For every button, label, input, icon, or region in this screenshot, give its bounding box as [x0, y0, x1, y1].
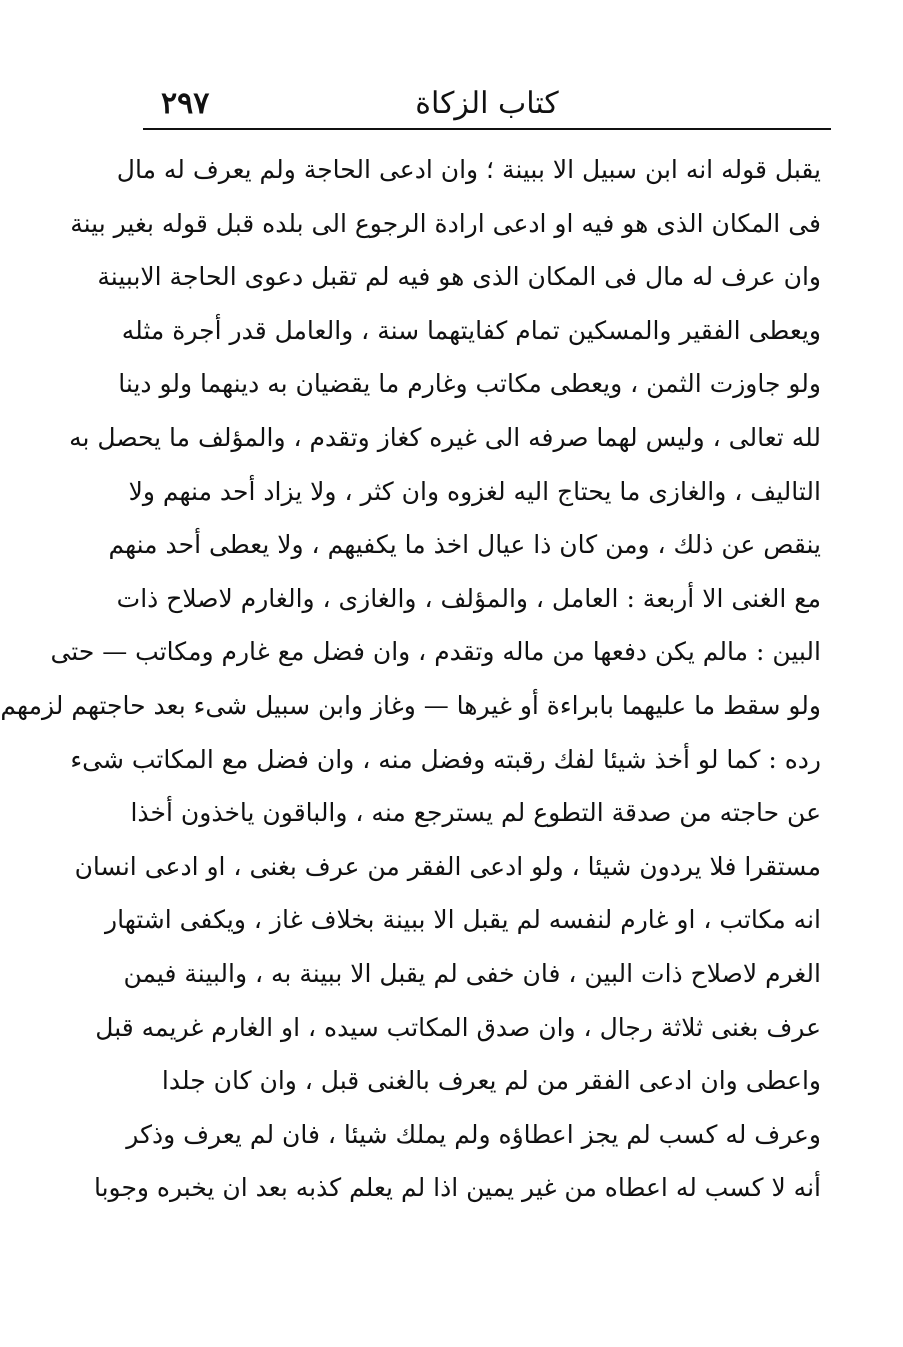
body-text — [0, 143, 821, 1215]
text-line: انه مكاتب ، او غارم لنفسه لم يقبل الا ببينة بخلاف غاز ، ويكفى اشتهار — [105, 905, 821, 935]
text-line: واعطى وان ادعى الفقر من لم يعرف بالغنى قبل ، وان كان جلدا — [161, 1066, 821, 1096]
page-header — [143, 84, 831, 128]
text-line: مستقرا فلا يردون شيئا ، ولو ادعى الفقر من عرف بغنى ، او ادعى انسان — [74, 851, 821, 881]
text-line: عن حاجته من صدقة التطوع لم يسترجع منه ، والباقون ياخذون أخذا — [130, 798, 821, 828]
text-line: ويعطى الفقير والمسكين تمام كفايتهما سنة ، والعامل قدر أجرة مثله — [121, 315, 821, 345]
text-line: ينقص عن ذلك ، ومن كان ذا عيال اخذ ما يكفيهم ، ولا يعطى أحد منهم — [108, 530, 821, 560]
text-line: فى المكان الذى هو فيه او ادعى ارادة الرجوع الى بلده قبل قوله بغير بينة — [70, 208, 821, 238]
text-line: لله تعالى ، وليس لهما صرفه الى غيره كغاز وتقدم ، والمؤلف ما يحصل به — [69, 422, 821, 452]
text-line: ولو سقط ما عليهما بابراءة أو غيرها — وغاز وابن سبيل شىء بعد حاجتهم لزمهم — [0, 690, 821, 720]
text-line: مع الغنى الا أربعة : العامل ، والمؤلف ، والغازى ، والغارم لاصلاح ذات — [116, 583, 821, 613]
text-line: الغرم لاصلاح ذات البين ، فان خفى لم يقبل الا ببينة به ، والبينة فيمن — [123, 958, 821, 988]
text-line: وعرف له كسب لم يجز اعطاؤه ولم يملك شيئا ، فان لم يعرف وذكر — [126, 1119, 821, 1149]
text-line: يقبل قوله انه ابن سبيل الا ببينة ؛ وان ادعى الحاجة ولم يعرف له مال — [116, 155, 821, 184]
header-divider — [143, 128, 831, 130]
text-line: وان عرف له مال فى المكان الذى هو فيه لم تقبل دعوى الحاجة الاببينة — [97, 262, 821, 292]
chapter-title: كتاب الزكاة — [415, 86, 559, 121]
text-line: ولو جاوزت الثمن ، ويعطى مكاتب وغارم ما يقضيان به دينهما ولو دينا — [118, 369, 821, 399]
text-line: عرف بغنى ثلاثة رجال ، وان صدق المكاتب سيده ، او الغارم غريمه قبل — [95, 1012, 821, 1042]
text-line: رده : كما لو أخذ شيئا لفك رقبته وفضل منه ، وان فضل مع المكاتب شىء — [70, 744, 821, 774]
text-line: أنه لا كسب له اعطاه من غير يمين اذا لم يعلم كذبه بعد ان يخبره وجوبا — [93, 1173, 821, 1203]
text-line: التاليف ، والغازى ما يحتاج اليه لغزوه وان كثر ، ولا يزاد أحد منهم ولا — [128, 476, 821, 506]
text-line: البين : مالم يكن دفعها من ماله وتقدم ، وان فضل مع غارم ومكاتب — حتى — [50, 637, 821, 667]
page-number: ٢٩٧ — [161, 86, 210, 121]
